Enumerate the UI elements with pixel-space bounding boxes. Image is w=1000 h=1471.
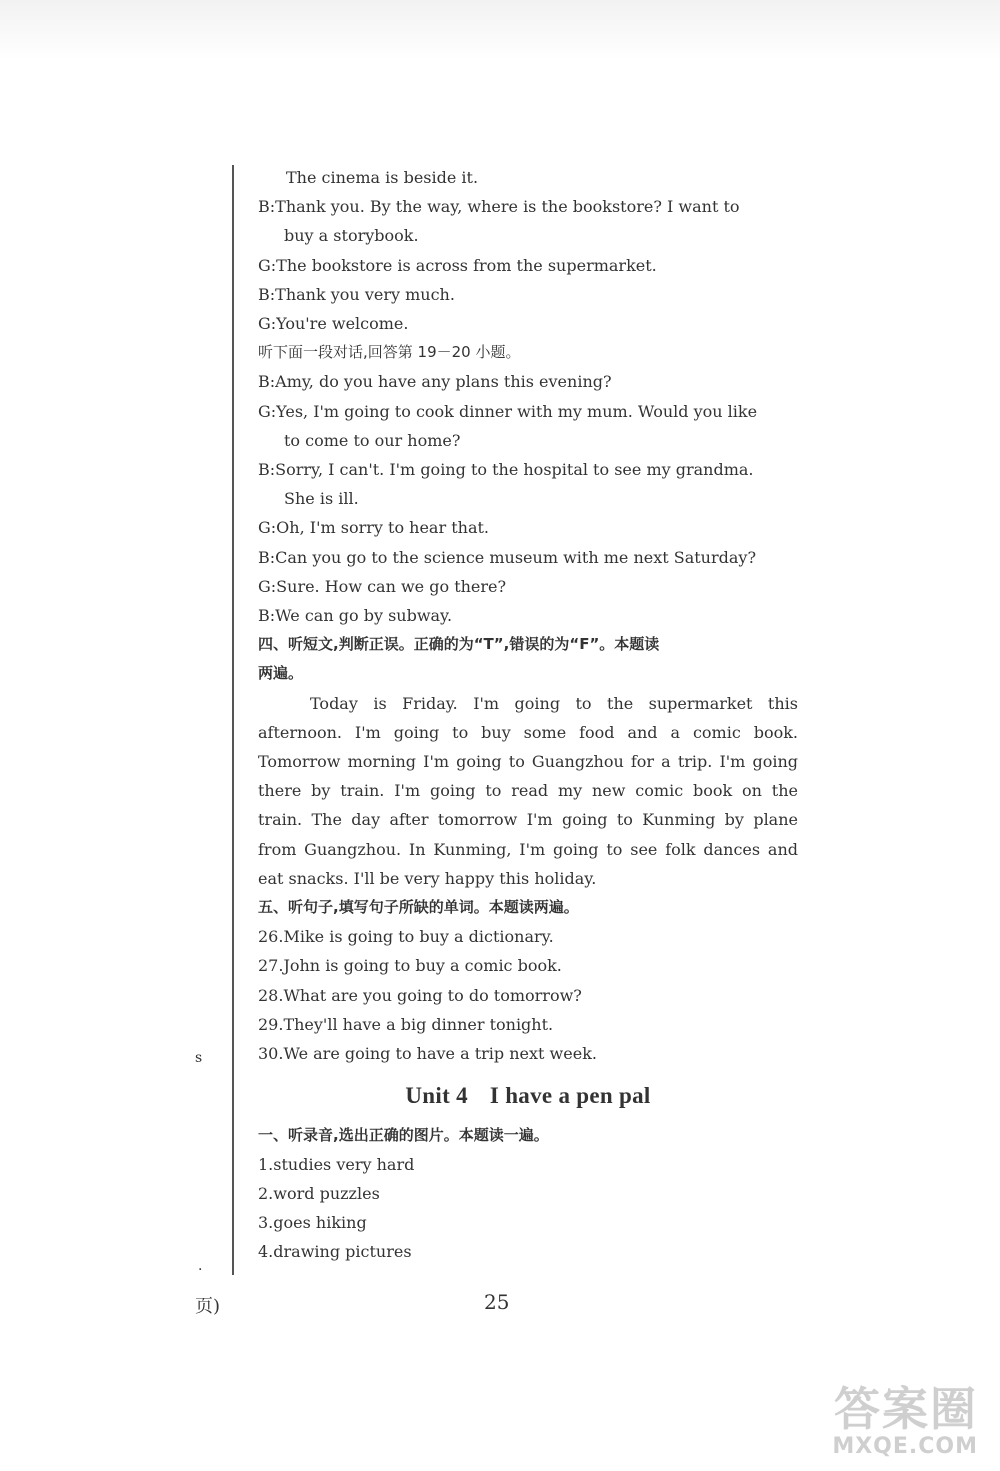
watermark-text: 答案圈 (834, 1382, 978, 1436)
dialogue-line: B:Can you go to the science museum with me next Saturday? (258, 547, 757, 567)
sentence-item: 27.John is going to buy a comic book. (258, 956, 562, 976)
scan-shadow (0, 0, 1000, 60)
dialogue-line: B:Thank you. By the way, where is the bookstore? I want to (258, 197, 740, 217)
unit-number: Unit 4 (405, 1083, 468, 1109)
watermark-logo (832, 1384, 978, 1459)
sentence-list (258, 922, 798, 1068)
dialogue-line: B:Sorry, I can't. I'm going to the hospital to see my grandma. (258, 460, 754, 480)
margin-rule (232, 165, 234, 1275)
sentence-item: 28.What are you going to do tomorrow? (258, 985, 582, 1005)
passage-line: from Guangzhou. In Kunming, I'm going to see folk dances and (258, 839, 798, 859)
sentence-item: 29.They'll have a big dinner tonight. (258, 1014, 554, 1034)
unit4-item: 1.studies very hard (258, 1154, 415, 1174)
passage-line: Today is Friday. I'm going to the supermarket this (310, 693, 798, 713)
passage-line: afternoon. I'm going to buy some food and a comic book. (258, 722, 798, 742)
dialogue-line: B:We can go by subway. (258, 606, 453, 626)
unit-name: I have a pen pal (489, 1083, 651, 1109)
margin-mark-s: s (195, 1050, 203, 1066)
sentence-item: 26.Mike is going to buy a dictionary. (258, 927, 554, 947)
dialogue-line: G:Oh, I'm sorry to hear that. (258, 518, 489, 538)
passage-line: eat snacks. I'll be very happy this holiday. (258, 868, 597, 888)
dialogue-line: B:Amy, do you have any plans this evening? (258, 372, 612, 392)
dialogue-line: G:The bookstore is across from the supermarket. (258, 255, 657, 275)
unit-title (258, 1081, 798, 1110)
dialogue-line: buy a storybook. (284, 226, 419, 246)
section-instruction: 听下面一段对话,回答第 19－20 小题。 (258, 343, 521, 362)
dialogue-line: to come to our home? (284, 430, 461, 450)
passage-line: there by train. I'm going to read my new comic book on the (258, 781, 798, 801)
page-content (258, 163, 798, 1267)
dialogue-line: B:Thank you very much. (258, 284, 455, 304)
section-heading-4-cont: 两遍。 (258, 664, 304, 683)
dialogue-1 (258, 163, 798, 338)
dialogue-line: The cinema is beside it. (286, 168, 479, 187)
section-heading-4: 四、听短文,判断正误。正确的为“T”,错误的为“F”。本题读 (258, 635, 660, 654)
passage-line: train. The day after tomorrow I'm going to Kunming by plane (258, 810, 798, 830)
page-number: 25 (484, 1290, 510, 1314)
unit4-item: 3.goes hiking (258, 1213, 367, 1233)
unit4-item-list (258, 1150, 798, 1267)
unit4-section-heading-1: 一、听录音,选出正确的图片。本题读一遍。 (258, 1125, 549, 1144)
passage-line: Tomorrow morning I'm going to Guangzhou for a trip. I'm going (258, 752, 798, 772)
unit4-item: 4.drawing pictures (258, 1242, 412, 1262)
dialogue-line: G:You're welcome. (258, 314, 409, 334)
listening-passage (258, 689, 798, 893)
dialogue-line: G:Sure. How can we go there? (258, 576, 507, 596)
sentence-item: 30.We are going to have a trip next week. (258, 1044, 597, 1064)
watermark-url: MXQE.COM (832, 1434, 978, 1459)
page-fragment: 页) (195, 1296, 221, 1317)
dialogue-line: She is ill. (284, 489, 359, 509)
unit4-item: 2.word puzzles (258, 1183, 380, 1203)
margin-mark-dot: . (198, 1258, 203, 1274)
dialogue-2 (258, 367, 798, 630)
section-heading-5: 五、听句子,填写句子所缺的单词。本题读两遍。 (258, 898, 579, 917)
dialogue-line: G:Yes, I'm going to cook dinner with my mum. Would you like (258, 401, 758, 421)
